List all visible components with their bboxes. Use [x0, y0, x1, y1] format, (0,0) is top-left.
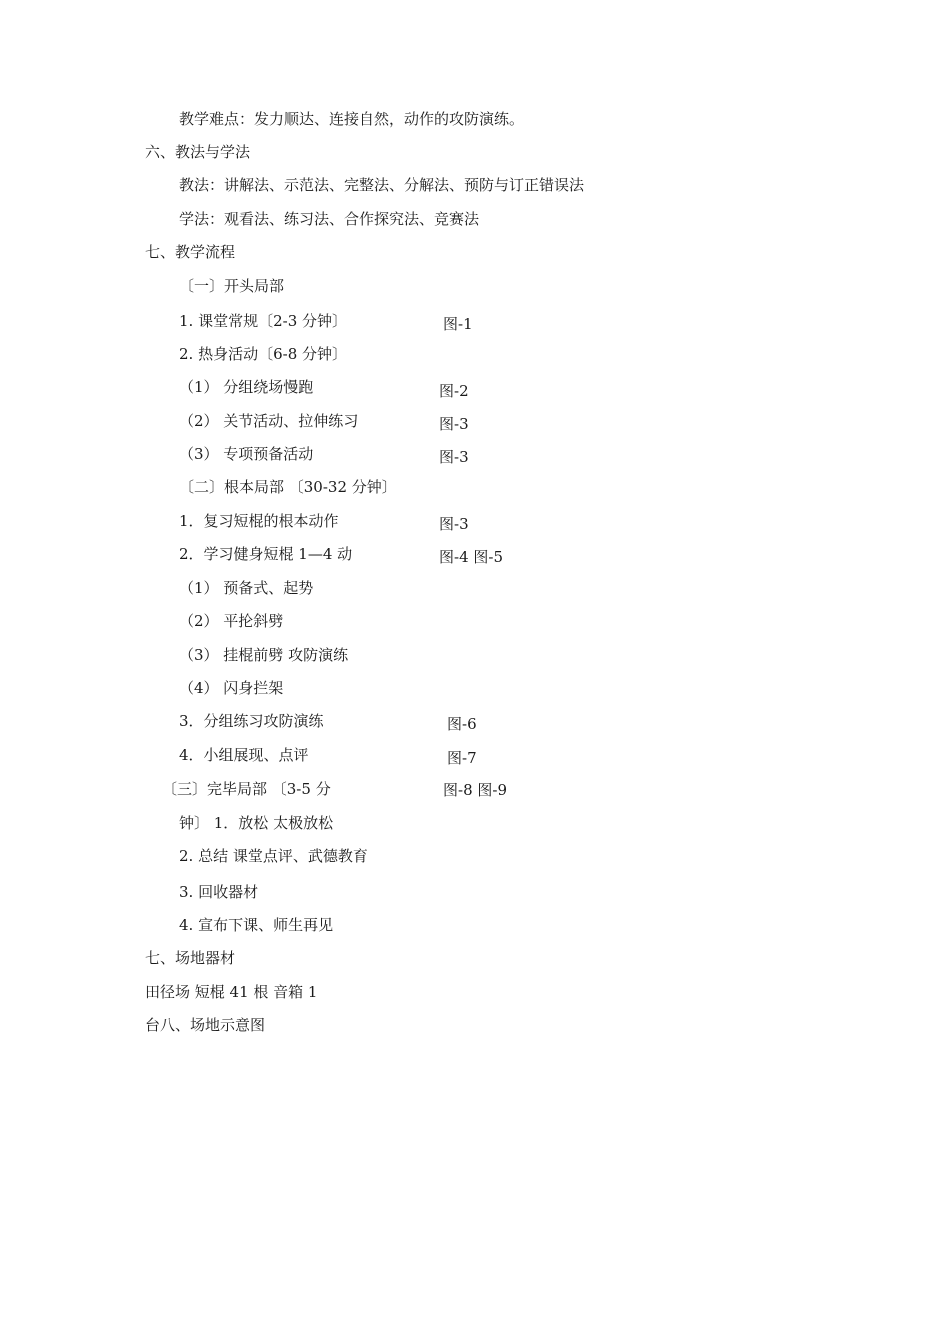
- part-1-sub-2: （2） 关节活动、拉伸练习: [179, 412, 359, 430]
- part-2-sub-3: （3） 挂棍前劈 攻防演练: [179, 646, 349, 664]
- part-3-item-1: 钟〕 1．放松 太极放松: [179, 814, 334, 832]
- part-1-title: 〔一〕开头局部: [179, 277, 285, 295]
- section-7-title: 七、教学流程: [145, 243, 236, 261]
- teaching-method: 教法：讲解法、示范法、完整法、分解法、预防与订正错误法: [179, 176, 585, 194]
- part-3-item-4: 4. 宣布下课、师生再见: [179, 916, 334, 934]
- part-2-sub-2: （2） 平抡斜劈: [179, 612, 284, 630]
- part-2-title: 〔二〕根本局部 〔30-32 分钟〕: [179, 478, 397, 496]
- figure-ref-7: 图-7: [447, 749, 477, 767]
- part-2-item-2: 2．学习健身短棍 1—4 动: [179, 545, 353, 563]
- figure-ref-3a: 图-3: [439, 415, 469, 433]
- figure-ref-2: 图-2: [439, 382, 469, 400]
- venue-title: 七、场地器材: [145, 949, 236, 967]
- part-2-sub-1: （1） 预备式、起势: [179, 579, 314, 597]
- part-1-item-1: 1. 课堂常规〔2-3 分钟〕: [179, 312, 348, 330]
- figure-ref-8-9: 图-8 图-9: [443, 781, 507, 799]
- part-3-item-3: 3. 回收器材: [179, 883, 259, 901]
- figure-ref-6: 图-6: [447, 715, 477, 733]
- part-2-item-4: 4．小组展现、点评: [179, 746, 309, 764]
- teaching-difficulty: 教学难点：发力顺达、连接自然，动作的攻防演练。: [179, 110, 525, 128]
- figure-ref-3c: 图-3: [439, 515, 469, 533]
- figure-ref-1: 图-1: [443, 315, 473, 333]
- learning-method: 学法：观看法、练习法、合作探究法、竞赛法: [179, 210, 480, 228]
- part-1-sub-1: （1） 分组绕场慢跑: [179, 378, 314, 396]
- part-1-item-2: 2. 热身活动〔6-8 分钟〕: [179, 345, 348, 363]
- section-6-title: 六、教法与学法: [145, 143, 251, 161]
- part-1-sub-3: （3） 专项预备活动: [179, 445, 314, 463]
- figure-ref-4-5: 图-4 图-5: [439, 548, 503, 566]
- part-2-item-3: 3．分组练习攻防演练: [179, 712, 324, 730]
- venue-equipment: 田径场 短棍 41 根 音箱 1: [145, 983, 318, 1001]
- part-2-item-1: 1．复习短棍的根本动作: [179, 512, 339, 530]
- part-3-item-2: 2. 总结 课堂点评、武德教育: [179, 847, 368, 865]
- venue-diagram-title: 台八、场地示意图: [145, 1016, 266, 1034]
- figure-ref-3b: 图-3: [439, 448, 469, 466]
- part-3-title: 〔三〕完毕局部 〔3-5 分: [162, 780, 331, 798]
- part-2-sub-4: （4） 闪身拦架: [179, 679, 284, 697]
